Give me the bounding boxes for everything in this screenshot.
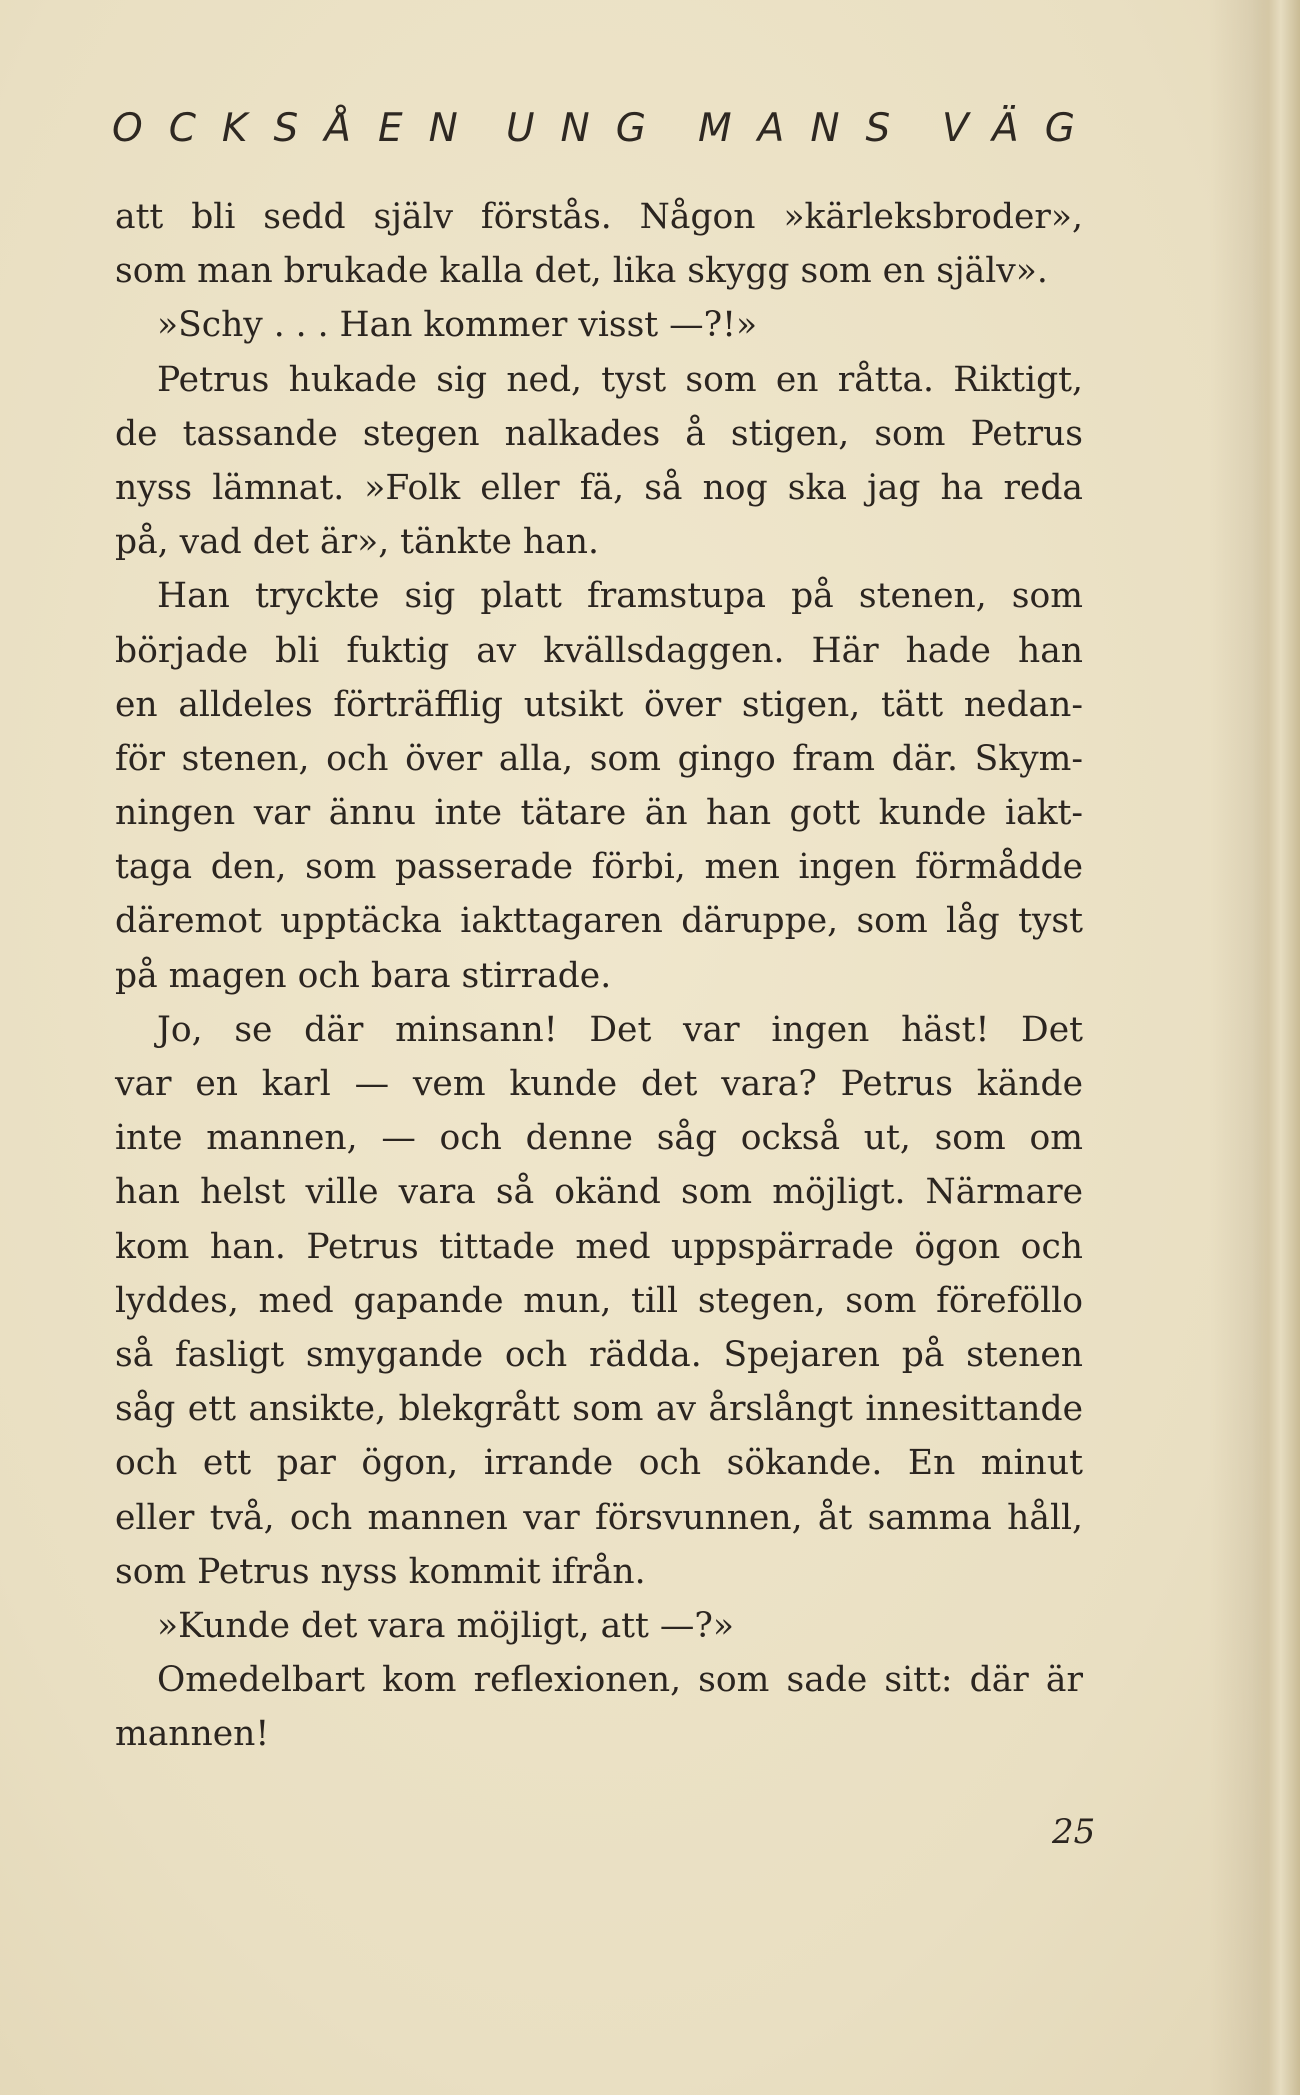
text-line: nyss lämnat. »Folk eller fä, så nog ska jag ha reda bbox=[115, 467, 1083, 508]
text-line: och ett par ögon, irrande och sökande. En minut bbox=[115, 1443, 1083, 1484]
text-line: Petrus hukade sig ned, tyst som en råtta. Riktigt, bbox=[157, 359, 1083, 400]
running-head bbox=[112, 106, 1101, 156]
text-line: kom han. Petrus tittade med uppspärrade ögon och bbox=[115, 1226, 1083, 1267]
text-line: började bli fuktig av kvällsdaggen. Här hade han bbox=[115, 630, 1083, 671]
text-line: taga den, som passerade förbi, men ingen förmådde bbox=[115, 847, 1083, 888]
text-line: däremot upptäcka iakttagaren däruppe, som låg tyst bbox=[115, 901, 1083, 942]
text-line: eller två, och mannen var försvunnen, åt samma håll, bbox=[115, 1497, 1083, 1538]
page-number: 25 bbox=[1052, 1812, 1096, 1852]
text-line: lyddes, med gapande mun, till stegen, som föreföllo bbox=[115, 1280, 1083, 1321]
text-line: mannen! bbox=[115, 1714, 270, 1755]
running-head-word: EN bbox=[378, 106, 484, 151]
text-line: en alldeles förträfflig utsikt över stigen, tätt nedan- bbox=[115, 684, 1083, 725]
text-line: att bli sedd själv förstås. Någon »kärleksbroder», bbox=[115, 197, 1083, 237]
text-line: Han tryckte sig platt framstupa på stenen, som bbox=[157, 576, 1083, 617]
text-line: på, vad det är», tänkte han. bbox=[115, 522, 599, 563]
text-line: för stenen, och över alla, som gingo fram där. Skym- bbox=[115, 738, 1083, 779]
text-line: »Schy . . . Han kommer visst —?!» bbox=[157, 305, 758, 346]
text-line: inte mannen, — och denne såg också ut, som om bbox=[115, 1118, 1083, 1159]
running-head-word: OCKSÅ bbox=[112, 106, 377, 151]
text-line: Jo, se där minsann! Det var ingen häst! Det bbox=[157, 1009, 1083, 1050]
text-line: »Kunde det vara möjligt, att —?» bbox=[157, 1605, 734, 1646]
running-head-word: MANS bbox=[698, 106, 917, 151]
text-line: som Petrus nyss kommit ifrån. bbox=[115, 1551, 646, 1592]
text-line: så fasligt smygande och rädda. Spejaren på stenen bbox=[115, 1334, 1083, 1375]
text-line: som man brukade kalla det, lika skygg som en själv». bbox=[115, 251, 1048, 292]
page-edge-shadow bbox=[1252, 0, 1300, 2095]
running-head-word: UNG bbox=[506, 106, 672, 151]
text-line: han helst ville vara så okänd som möjligt. Närmare bbox=[115, 1172, 1083, 1213]
text-line: såg ett ansikte, blekgrått som av årslångt innesittande bbox=[115, 1389, 1083, 1430]
text-line: på magen och bara stirrade. bbox=[115, 955, 612, 996]
text-line: de tassande stegen nalkades å stigen, som Petrus bbox=[115, 413, 1083, 454]
text-line: Omedelbart kom reflexionen, som sade sitt: där är bbox=[157, 1660, 1083, 1701]
text-line: ningen var ännu inte tätare än han gott kunde iakt- bbox=[115, 793, 1083, 834]
body-text bbox=[115, 190, 1083, 1761]
running-head-word: VÄG bbox=[942, 106, 1101, 151]
text-line: var en karl — vem kunde det vara? Petrus kände bbox=[115, 1064, 1083, 1104]
